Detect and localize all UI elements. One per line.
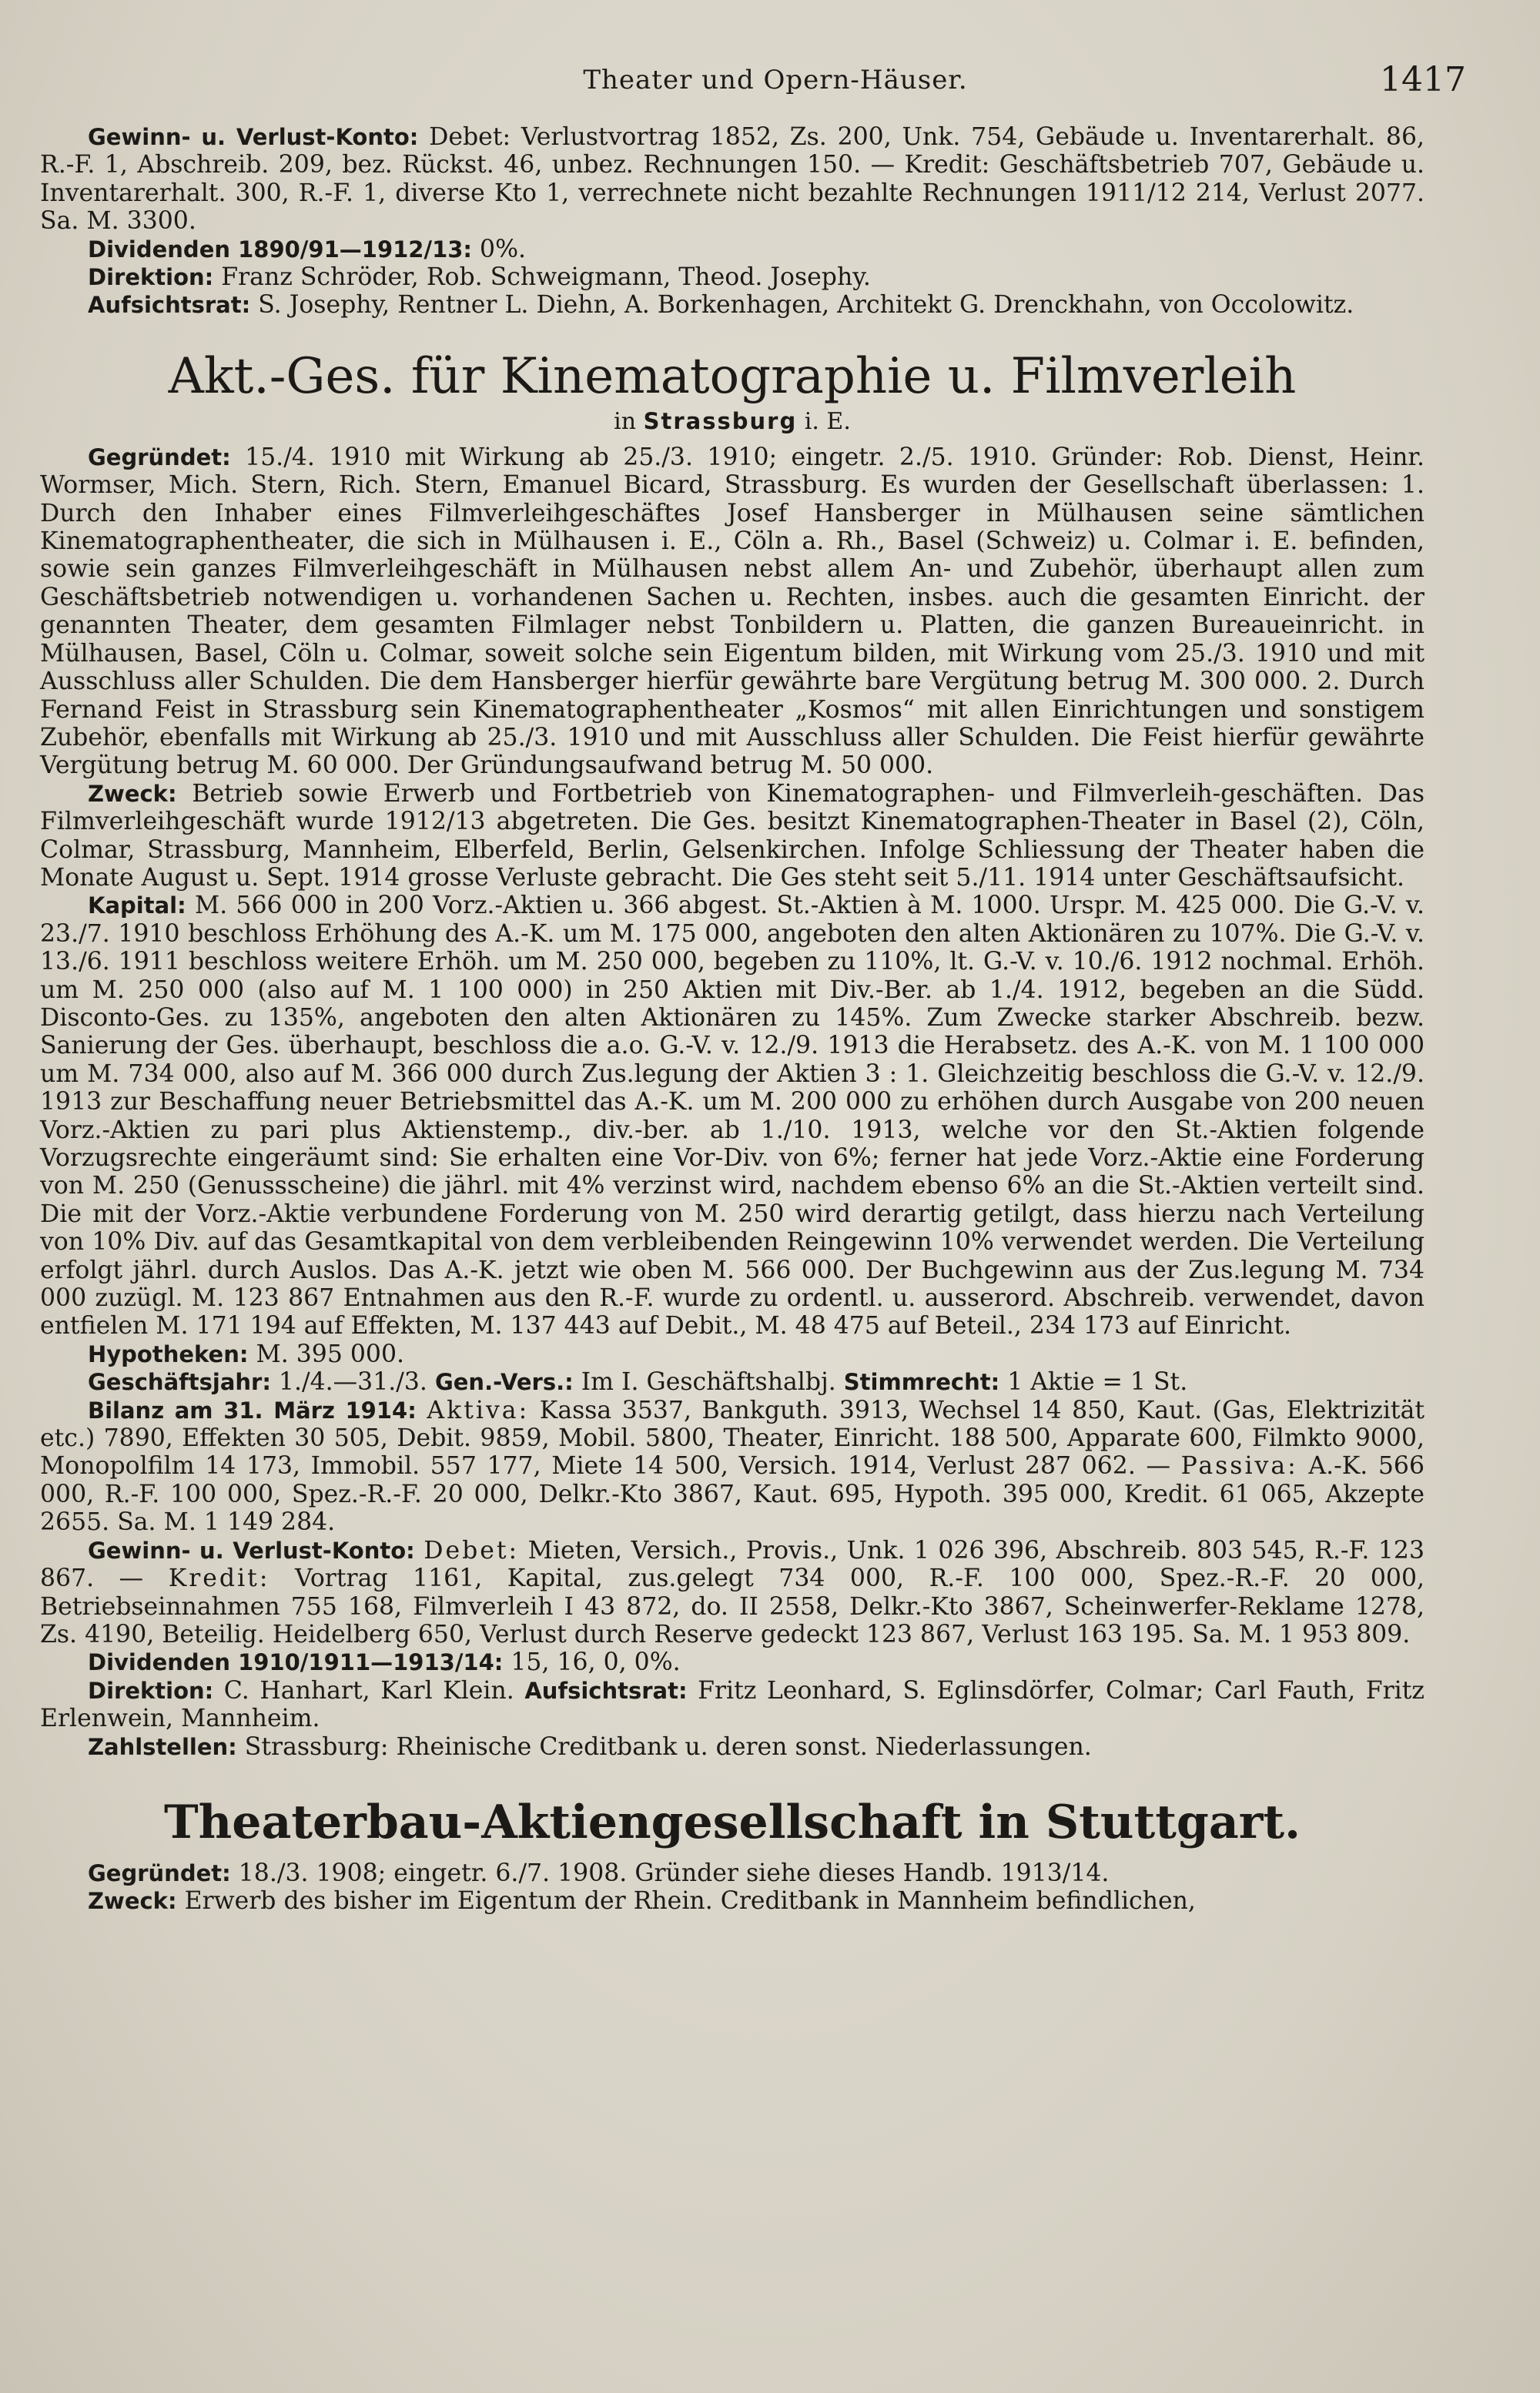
gewinn-paragraph	[40, 1537, 1424, 1649]
theaterbau-zweck-text: Erwerb des bisher im Eigentum der Rhein. Creditbank in Mannheim befindlichen,	[184, 1887, 1196, 1916]
zweck-label: Zweck:	[88, 780, 177, 807]
bilanz-passiva-text: A.-K. 566 000, R.-F. 100 000, Spez.-R.-F. 20 000, Delkr.-Kto 3867, Kaut. 695, Hypoth. 395 000, Kredit. 61 065, Akzepte 2655. Sa. M. 1 149 284.	[40, 1452, 1425, 1537]
dividenden-text: 15, 16, 0, 0%.	[511, 1648, 681, 1677]
theaterbau-zweck-label: Zweck:	[88, 1888, 177, 1915]
prev-direktion-paragraph	[40, 263, 1424, 291]
theaterbau-gegruendet-paragraph	[40, 1859, 1424, 1887]
hypotheken-paragraph	[40, 1340, 1424, 1368]
subtitle-pre: in	[614, 407, 637, 435]
genvers-text: Im I. Geschäftshalbj.	[581, 1368, 836, 1397]
gewinn-kredit-label: Kredit:	[168, 1565, 270, 1593]
zahlstellen-text: Strassburg: Rheinische Creditbank u. deren sonst. Niederlassungen.	[244, 1732, 1092, 1761]
prev-aufsichtsrat-text: S. Josephy, Rentner L. Diehn, A. Borkenhagen, Architekt G. Drenckhahn, von Occolowitz.	[258, 291, 1354, 320]
company-title-theaterbau: Theaterbau-Aktiengesellschaft in Stuttgart.	[164, 1795, 1301, 1849]
subtitle-city: Strassburg	[643, 407, 798, 434]
bilanz-paragraph	[40, 1397, 1424, 1537]
bilanz-passiva-label: Passiva:	[1180, 1452, 1298, 1481]
zweck-paragraph	[40, 780, 1424, 892]
geschaeftsjahr-label: Geschäftsjahr:	[88, 1369, 271, 1396]
gegruendet-paragraph	[40, 443, 1424, 780]
hypotheken-label: Hypotheken:	[88, 1340, 249, 1367]
geschaeftsjahr-text: 1./4.—31./3.	[278, 1368, 427, 1397]
prev-gewinn-text: Debet: Verlustvortrag 1852, Zs. 200, Unk. 754, Gebäude u. Inventarerhalt. 86, R.-F. 1, Abschreib. 209, bez. Rückst. 46, unbez. Rechnungen 150. — Kredit: Geschäftsbetrieb 707, Gebäude u. Inventarerhalt. 300, R.-F. 1, diverse Kto 1, verrechnete nicht bezahlte Rechnungen 1911/12 214, Verlust 2077. Sa. M. 3300.	[40, 123, 1425, 236]
zahlstellen-label: Zahlstellen:	[88, 1733, 237, 1760]
theaterbau-zweck-paragraph	[40, 1887, 1424, 1915]
gewinn-debet-label: Debet:	[424, 1536, 520, 1565]
prev-gewinn-paragraph	[40, 123, 1424, 236]
prev-direktion-label: Direktion:	[88, 264, 214, 291]
prev-direktion-text: Franz Schröder, Rob. Schweigmann, Theod. Josephy.	[221, 263, 871, 292]
prev-aufsichtsrat-paragraph	[40, 291, 1424, 319]
bilanz-aktiva-label: Aktiva:	[427, 1396, 530, 1424]
geschaeftsjahr-paragraph	[40, 1368, 1424, 1396]
company-title-kinematographie: Akt.-Ges. für Kinematographie u. Filmverleih	[168, 347, 1297, 405]
bilanz-aktiva-text: Kassa 3537, Bankguth. 3913, Wechsel 14 850, Kaut. (Gas, Elektrizität etc.) 7890, Effekten 30 505, Debit. 9859, Mobil. 5800, Theater, Einricht. 188 500, Apparate 600, Filmkto 9000, Monopolfilm 14 173, Immobil. 557 177, Miete 14 500, Versich. 1914, Verlust 287 062. —	[40, 1396, 1425, 1481]
theaterbau-gegruendet-text: 18./3. 1908; eingetr. 6./7. 1908. Gründer siehe dieses Handb. 1913/14.	[238, 1859, 1110, 1887]
gegruendet-text: 15./4. 1910 mit Wirkung ab 25./3. 1910; eingetr. 2./5. 1910. Gründer: Rob. Dienst, Heinr. Wormser, Mich. Stern, Rich. Stern, Emanuel Bicard, Strassburg. Es wurden der Gesellschaft überlassen: 1. Durch den Inhaber eines Filmverleihgeschäftes Josef Hansberger in Mülhausen seine sämtlichen Kinematographentheater, die sich in Mülhausen i. E., Cöln a. Rh., Basel (Schweiz) u. Colmar i. E. befinden, sowie sein ganzes Filmverleihgeschäft in Mülhausen nebst allem An- und Zubehör, überhaupt allen zum Geschäftsbetrieb notwendigen u. vorhandenen Sachen u. Rechten, insbes. auch die gesamten Einricht. der genannten Theater, dem gesamten Filmlager nebst Tonbildern u. Platten, die ganzen Bureaueinricht. in Mülhausen, Basel, Cöln u. Colmar, soweit solche sein Eigentum bilden, mit Wirkung vom 25./3. 1910 und mit Ausschluss aller Schulden. Die dem Hansberger hierfür gewährte bare Vergütung betrug M. 300 000. 2. Durch Fernand Feist in Strassburg sein Kinematographentheater „Kosmos“ mit allen Einrichtungen und sonstigem Zubehör, ebenfalls mit Wirkung ab 25./3. 1910 und mit Ausschluss aller Schulden. Die Feist hierfür gewährte Vergütung betrug M. 60 000. Der Gründungsaufwand betrug M. 50 000.	[40, 443, 1424, 780]
direktion-label: Direktion:	[88, 1677, 214, 1704]
kapital-label: Kapital:	[88, 892, 186, 919]
aufsichtsrat-text: Fritz Leonhard, S. Eglinsdörfer, Colmar; Carl Fauth, Fritz Erlenwein, Mannheim.	[40, 1676, 1425, 1733]
gewinn-label: Gewinn- u. Verlust-Konto:	[88, 1537, 415, 1564]
gegruendet-label: Gegründet:	[88, 443, 231, 470]
theaterbau-gegruendet-label: Gegründet:	[88, 1859, 231, 1886]
hypotheken-text: M. 395 000.	[256, 1340, 405, 1368]
stimmrecht-text: 1 Aktie = 1 St.	[1007, 1368, 1188, 1397]
zweck-text: Betrieb sowie Erwerb und Fortbetrieb von Kinematographen- und Filmverleih-geschäften. Das Filmverleihgeschäft wurde 1912/13 abgetreten. Die Ges. besitzt Kinematographen-Theater in Basel (2), Cöln, Colmar, Strassburg, Mannheim, Elberfeld, Berlin, Gelsenkirchen. Infolge Schliessung der Theater haben die Monate August u. Sept. 1914 grosse Verluste gebracht. Die Ges steht seit 5./11. 1914 unter Geschäftsaufsicht.	[40, 779, 1424, 892]
page-number: 1417	[1380, 60, 1466, 99]
genvers-label: Gen.-Vers.:	[434, 1369, 574, 1396]
page-header	[85, 60, 1466, 106]
gewinn-kredit-text: Vortrag 1161, Kapital, zus.gelegt 734 000, R.-F. 100 000, Spez.-R.-F. 20 000, Betriebseinnahmen 755 168, Filmverleih I 43 872, do. II 2558, Delkr.-Kto 3867, Scheinwerfer-Reklame 1278, Zs. 4190, Beteilig. Heidelberg 650, Verlust durch Reserve gedeckt 123 867, Verlust 163 195. Sa. M. 1 953 809.	[40, 1565, 1425, 1648]
kapital-text: M. 566 000 in 200 Vorz.-Aktien u. 366 abgest. St.-Aktien à M. 1000. Urspr. M. 425 000. Die G.-V. v. 23./7. 1910 beschloss Erhöhung des A.-K. um M. 175 000, angeboten den alten Aktionären zu 107%. Die G.-V. v. 13./6. 1911 beschloss weitere Erhöh. um M. 250 000, begeben zu 110%, lt. G.-V. v. 10./6. 1912 nochmal. Erhöh. um M. 250 000 (also auf M. 1 100 000) in 250 Aktien mit Div.-Ber. ab 1./4. 1912, begeben an die Südd. Disconto-Ges. zu 135%, angeboten den alten Aktionären zu 145%. Zum Zwecke starker Abschreib. bezw. Sanierung der Ges. überhaupt, beschloss die a.o. G.-V. v. 12./9. 1913 die Herabsetz. des A.-K. von M. 1 100 000 um M. 734 000, also auf M. 366 000 durch Zus.legung der Aktien 3 : 1. Gleichzeitig beschloss die G.-V. v. 12./9. 1913 zur Beschaffung neuer Betriebsmittel das A.-K. um M. 200 000 zu erhöhen durch Ausgabe von 200 neuen Vorz.-Aktien zu pari plus Aktienstemp., div.-ber. ab 1./10. 1913, welche vor den St.-Aktien folgende Vorzugsrechte eingeräumt sind: Sie erhalten eine Vor-Div. von 6%; ferner hat jede Vorz.-Aktie eine Forderung von M. 250 (Genussscheine) die jährl. mit 4% verzinst wird, nachdem ebenso 6% an die St.-Aktien verteilt sind. Die mit der Vorz.-Aktie verbundene Forderung von M. 250 wird derartig getilgt, dass hierzu nach Verteilung von 10% Div. auf das Gesamtkapital von dem verbleibenden Reingewinn 10% verwendet werden. Die Verteilung erfolgt jährl. durch Auslos. Das A.-K. jetzt wie oben M. 566 000. Der Buchgewinn aus der Zus.legung M. 734 000 zuzügl. M. 123 867 Entnahmen aus den R.-F. wurde zu ordentl. u. ausserord. Abschreib. verwendet, davon entfielen M. 171 194 auf Effekten, M. 137 443 auf Debit., M. 48 475 auf Beteil., 234 173 auf Einricht.	[40, 892, 1424, 1340]
bilanz-label: Bilanz am 31. März 1914:	[88, 1397, 417, 1424]
kapital-paragraph	[40, 892, 1424, 1340]
dividenden-paragraph	[40, 1648, 1424, 1676]
prev-dividenden-paragraph	[40, 236, 1424, 263]
stimmrecht-label: Stimmrecht:	[843, 1369, 1000, 1396]
gewinn-debet-text: Mieten, Versich., Provis., Unk. 1 026 396, Abschreib. 803 545, R.-F. 123 867. —	[40, 1536, 1425, 1593]
prev-dividenden-text: 0%.	[480, 235, 527, 263]
prev-gewinn-label: Gewinn- u. Verlust-Konto:	[88, 124, 419, 150]
prev-dividenden-label: Dividenden 1890/91—1912/13:	[88, 236, 473, 263]
subtitle-post: i. E.	[804, 407, 851, 435]
zahlstellen-paragraph	[40, 1733, 1424, 1761]
running-title: Theater und Opern-Häuser.	[583, 65, 968, 95]
direktion-text: C. Hanhart, Karl Klein.	[223, 1676, 514, 1705]
dividenden-label: Dividenden 1910/1911—1913/14:	[88, 1649, 504, 1676]
direktion-paragraph	[40, 1677, 1424, 1733]
aufsichtsrat-label: Aufsichtsrat:	[524, 1677, 688, 1704]
company-subtitle-location	[40, 407, 1424, 436]
page-body	[40, 123, 1424, 1916]
prev-aufsichtsrat-label: Aufsichtsrat:	[88, 292, 251, 319]
